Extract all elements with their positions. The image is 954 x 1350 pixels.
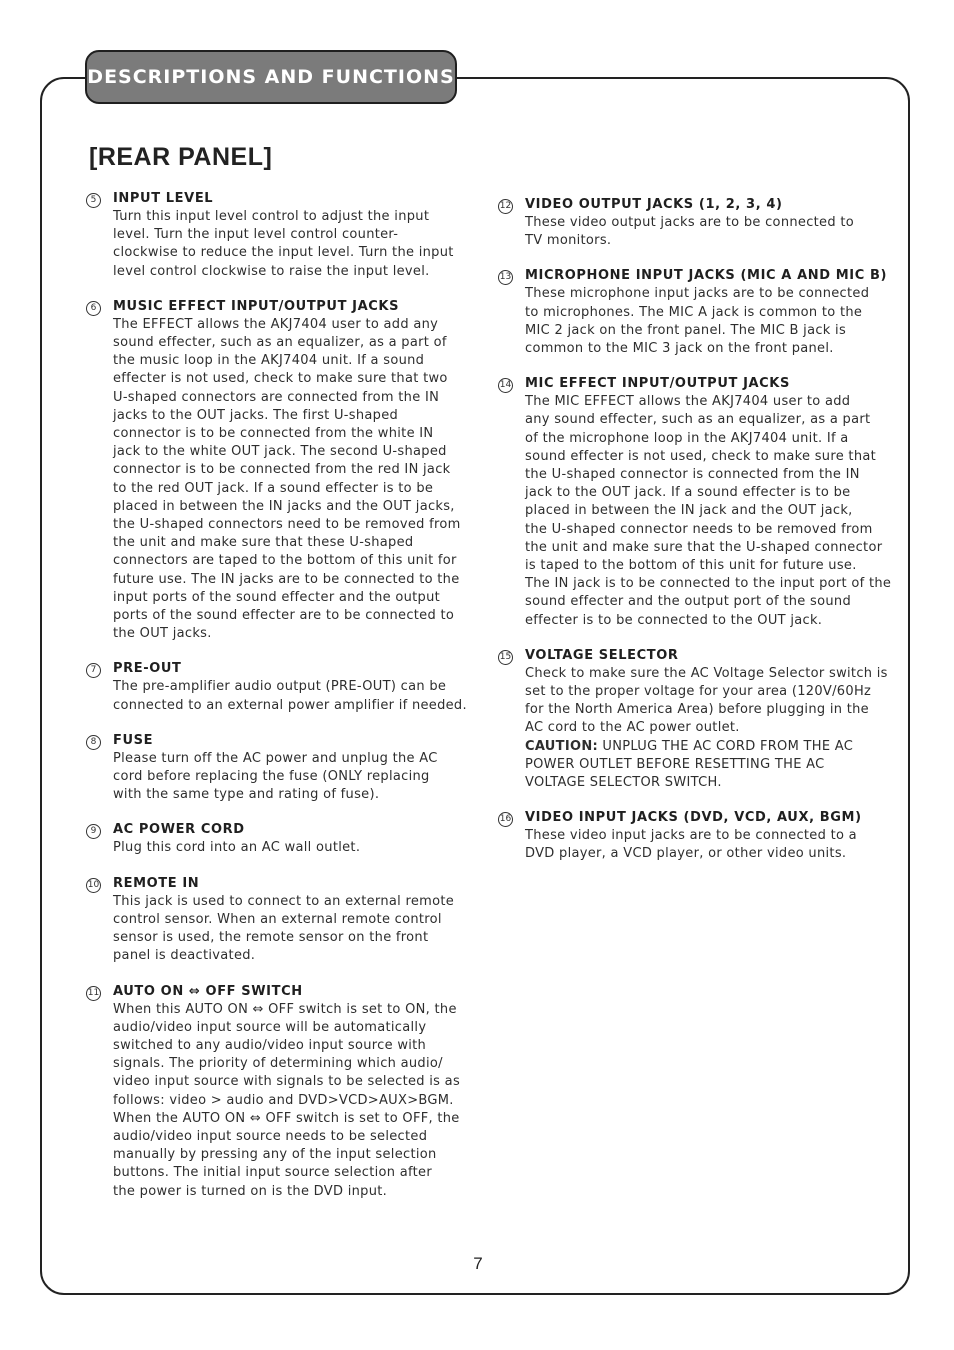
description-line: AC cord to the AC power outlet. bbox=[525, 720, 740, 736]
description-line: These microphone input jacks are to be connected bbox=[525, 286, 870, 302]
item-title: AC POWER CORD bbox=[113, 822, 245, 838]
description-line: with the same type and rating of fuse). bbox=[113, 787, 380, 803]
caution-label: CAUTION: bbox=[525, 738, 598, 754]
description-line: panel is deactivated. bbox=[113, 948, 256, 964]
item-description bbox=[113, 316, 486, 644]
description-line: the U-shaped connectors need to be removed from bbox=[113, 517, 461, 533]
description-line: the music loop in the AKJ7404 unit. If a sound bbox=[113, 353, 425, 369]
description-line: effecter is to be connected to the OUT jack. bbox=[525, 612, 823, 628]
item-description bbox=[525, 665, 898, 792]
description-line: connected to an external power amplifier if needed. bbox=[113, 697, 467, 713]
item-number-badge: 5 bbox=[86, 193, 101, 208]
description-line: cord before replacing the fuse (ONLY replacing bbox=[113, 769, 430, 785]
item-number-badge: 10 bbox=[86, 878, 101, 893]
feature-item bbox=[86, 732, 486, 805]
section-header: DESCRIPTIONS AND FUNCTIONS bbox=[85, 50, 457, 104]
description-line: Check to make sure the AC Voltage Selector switch is bbox=[525, 665, 888, 681]
description-line: placed in between the IN jacks and the OUT jacks, bbox=[113, 498, 455, 514]
feature-item bbox=[498, 267, 898, 358]
description-line: Please turn off the AC power and unplug the AC bbox=[113, 750, 438, 766]
feature-item bbox=[86, 821, 486, 857]
description-line: sensor is used, the remote sensor on the front bbox=[113, 930, 429, 946]
description-line: buttons. The initial input source selection after bbox=[113, 1165, 432, 1181]
item-number-badge: 8 bbox=[86, 735, 101, 750]
description-line: the U-shaped connector is connected from the IN bbox=[525, 467, 860, 483]
item-number-badge: 6 bbox=[86, 301, 101, 316]
item-title: INPUT LEVEL bbox=[113, 191, 214, 206]
description-line: level control clockwise to raise the input level. bbox=[113, 263, 430, 279]
caution-text: VOLTAGE SELECTOR SWITCH. bbox=[525, 775, 722, 791]
description-line: audio/video input source needs to be selected bbox=[113, 1128, 428, 1144]
description-line: jack to the white OUT jack. The second U-shaped bbox=[113, 444, 447, 460]
item-number-badge: 11 bbox=[86, 986, 101, 1001]
description-line: connector is to be connected from the red IN jack bbox=[113, 462, 451, 478]
item-description bbox=[113, 750, 486, 805]
description-line: common to the MIC 3 jack on the front panel. bbox=[525, 341, 834, 357]
feature-item bbox=[86, 190, 486, 281]
description-line: future use. The IN jacks are to be connected to the bbox=[113, 571, 460, 587]
description-line: signals. The priority of determining which audio/ bbox=[113, 1056, 443, 1072]
description-line: DVD player, a VCD player, or other video units. bbox=[525, 846, 847, 862]
feature-item bbox=[498, 647, 898, 792]
description-line: jack to the OUT jack. If a sound effecter is to be bbox=[525, 485, 851, 501]
description-line: When this AUTO ON ⇔ OFF switch is set to ON, the bbox=[113, 1001, 457, 1017]
description-line: ports of the sound effecter are to be connected to bbox=[113, 608, 455, 624]
description-line: U-shaped connectors are connected from the IN bbox=[113, 389, 440, 405]
feature-item bbox=[86, 298, 486, 644]
item-description bbox=[113, 208, 486, 281]
description-line: video input source with signals to be selected is as bbox=[113, 1074, 461, 1090]
description-line: any sound effecter, such as an equalizer, as a part bbox=[525, 412, 871, 428]
description-line: level. Turn the input level control counter- bbox=[113, 227, 399, 243]
item-number-badge: 9 bbox=[86, 824, 101, 839]
description-line: set to the proper voltage for your area (120V/60Hz bbox=[525, 684, 872, 700]
item-number-badge: 12 bbox=[498, 199, 513, 214]
page-number: 7 bbox=[473, 1254, 483, 1273]
description-line: The IN jack is to be connected to the input port of the bbox=[525, 576, 892, 592]
description-line: effecter is not used, check to make sure that two bbox=[113, 371, 448, 387]
description-line: of the microphone loop in the AKJ7404 unit. If a bbox=[525, 430, 849, 446]
feature-item bbox=[498, 809, 898, 863]
description-line: TV monitors. bbox=[525, 233, 612, 249]
description-line: jacks to the OUT jacks. The first U-shaped bbox=[113, 407, 399, 423]
item-title: VOLTAGE SELECTOR bbox=[525, 647, 679, 663]
item-title: MUSIC EFFECT INPUT/OUTPUT JACKS bbox=[113, 298, 400, 314]
description-line: to the red OUT jack. If a sound effecter is to be bbox=[113, 480, 434, 496]
description-line: for the North America Area) before plugging in the bbox=[525, 702, 869, 718]
item-description bbox=[525, 285, 898, 358]
item-title: REMOTE IN bbox=[113, 875, 200, 891]
description-line: connector is to be connected from the white IN bbox=[113, 426, 434, 442]
description-line: sound effecter, such as an equalizer, as a part of bbox=[113, 335, 447, 351]
item-title: VIDEO INPUT JACKS (DVD, VCD, AUX, BGM) bbox=[525, 810, 862, 826]
item-title: MICROPHONE INPUT JACKS (MIC A AND MIC B) bbox=[525, 268, 888, 284]
feature-item bbox=[86, 983, 486, 1201]
description-line: The EFFECT allows the AKJ7404 user to add any bbox=[113, 316, 439, 332]
description-line: placed in between the IN jack and the OUT jack, bbox=[525, 503, 853, 519]
feature-item bbox=[498, 196, 898, 250]
feature-item bbox=[498, 375, 898, 630]
feature-item bbox=[86, 660, 486, 714]
description-line: the power is turned on is the DVD input. bbox=[113, 1183, 388, 1199]
right-column bbox=[498, 190, 898, 864]
description-line: follows: video > audio and DVD>VCD>AUX>BGM. bbox=[113, 1092, 454, 1108]
description-line: The pre-amplifier audio output (PRE-OUT) can be bbox=[113, 679, 447, 695]
description-line: to microphones. The MIC A jack is common to the bbox=[525, 304, 863, 320]
description-line: This jack is used to connect to an external remote bbox=[113, 893, 455, 909]
item-number-badge: 16 bbox=[498, 812, 513, 827]
item-description bbox=[525, 214, 898, 250]
description-line: the OUT jacks. bbox=[113, 626, 212, 642]
item-title: PRE-OUT bbox=[113, 661, 182, 677]
item-number-badge: 7 bbox=[86, 663, 101, 678]
description-line: These video input jacks are to be connected to a bbox=[525, 828, 857, 844]
item-description bbox=[525, 827, 898, 863]
caution-text: UNPLUG THE AC CORD FROM THE AC bbox=[598, 738, 854, 754]
description-line: audio/video input source will be automatically bbox=[113, 1019, 427, 1035]
caution-line bbox=[525, 738, 898, 756]
page-title: [REAR PANEL] bbox=[89, 143, 273, 171]
item-description bbox=[113, 1001, 486, 1201]
description-line: is taped to the bottom of this unit for future use. bbox=[525, 558, 857, 574]
description-line: These video output jacks are to be connected to bbox=[525, 215, 854, 230]
description-line: switched to any audio/video input source with bbox=[113, 1037, 427, 1053]
item-description bbox=[113, 678, 486, 714]
description-line: connectors are taped to the bottom of this unit for bbox=[113, 553, 457, 569]
description-line: control sensor. When an external remote control bbox=[113, 911, 442, 927]
description-line: clockwise to reduce the input level. Turn the input bbox=[113, 245, 454, 261]
item-description bbox=[113, 839, 486, 857]
item-title: VIDEO OUTPUT JACKS (1, 2, 3, 4) bbox=[525, 197, 783, 212]
description-line: sound effecter is not used, check to make sure that bbox=[525, 448, 877, 464]
item-title: FUSE bbox=[113, 732, 154, 748]
item-number-badge: 13 bbox=[498, 270, 513, 285]
description-line: Plug this cord into an AC wall outlet. bbox=[113, 840, 361, 856]
description-line: MIC 2 jack on the front panel. The MIC B jack is bbox=[525, 322, 847, 338]
description-line: the U-shaped connector needs to be removed from bbox=[525, 521, 873, 537]
item-title: AUTO ON ⇔ OFF SWITCH bbox=[113, 983, 303, 999]
item-number-badge: 15 bbox=[498, 650, 513, 665]
item-description bbox=[113, 893, 486, 966]
caution-text: POWER OUTLET BEFORE RESETTING THE AC bbox=[525, 756, 825, 772]
description-line: the unit and make sure that these U-shaped bbox=[113, 535, 414, 551]
description-line: When the AUTO ON ⇔ OFF switch is set to OFF, the bbox=[113, 1110, 460, 1126]
item-description bbox=[525, 393, 898, 630]
description-line: manually by pressing any of the input selection bbox=[113, 1147, 437, 1163]
item-title: MIC EFFECT INPUT/OUTPUT JACKS bbox=[525, 376, 790, 392]
description-line: Turn this input level control to adjust the input bbox=[113, 209, 430, 224]
description-line: The MIC EFFECT allows the AKJ7404 user to add bbox=[525, 394, 851, 410]
left-column bbox=[86, 190, 486, 1201]
description-line: input ports of the sound effecter and the output bbox=[113, 589, 441, 605]
description-line: the unit and make sure that the U-shaped connector bbox=[525, 539, 883, 555]
feature-item bbox=[86, 875, 486, 966]
item-number-badge: 14 bbox=[498, 378, 513, 393]
description-line: sound effecter and the output port of the sound bbox=[525, 594, 851, 610]
